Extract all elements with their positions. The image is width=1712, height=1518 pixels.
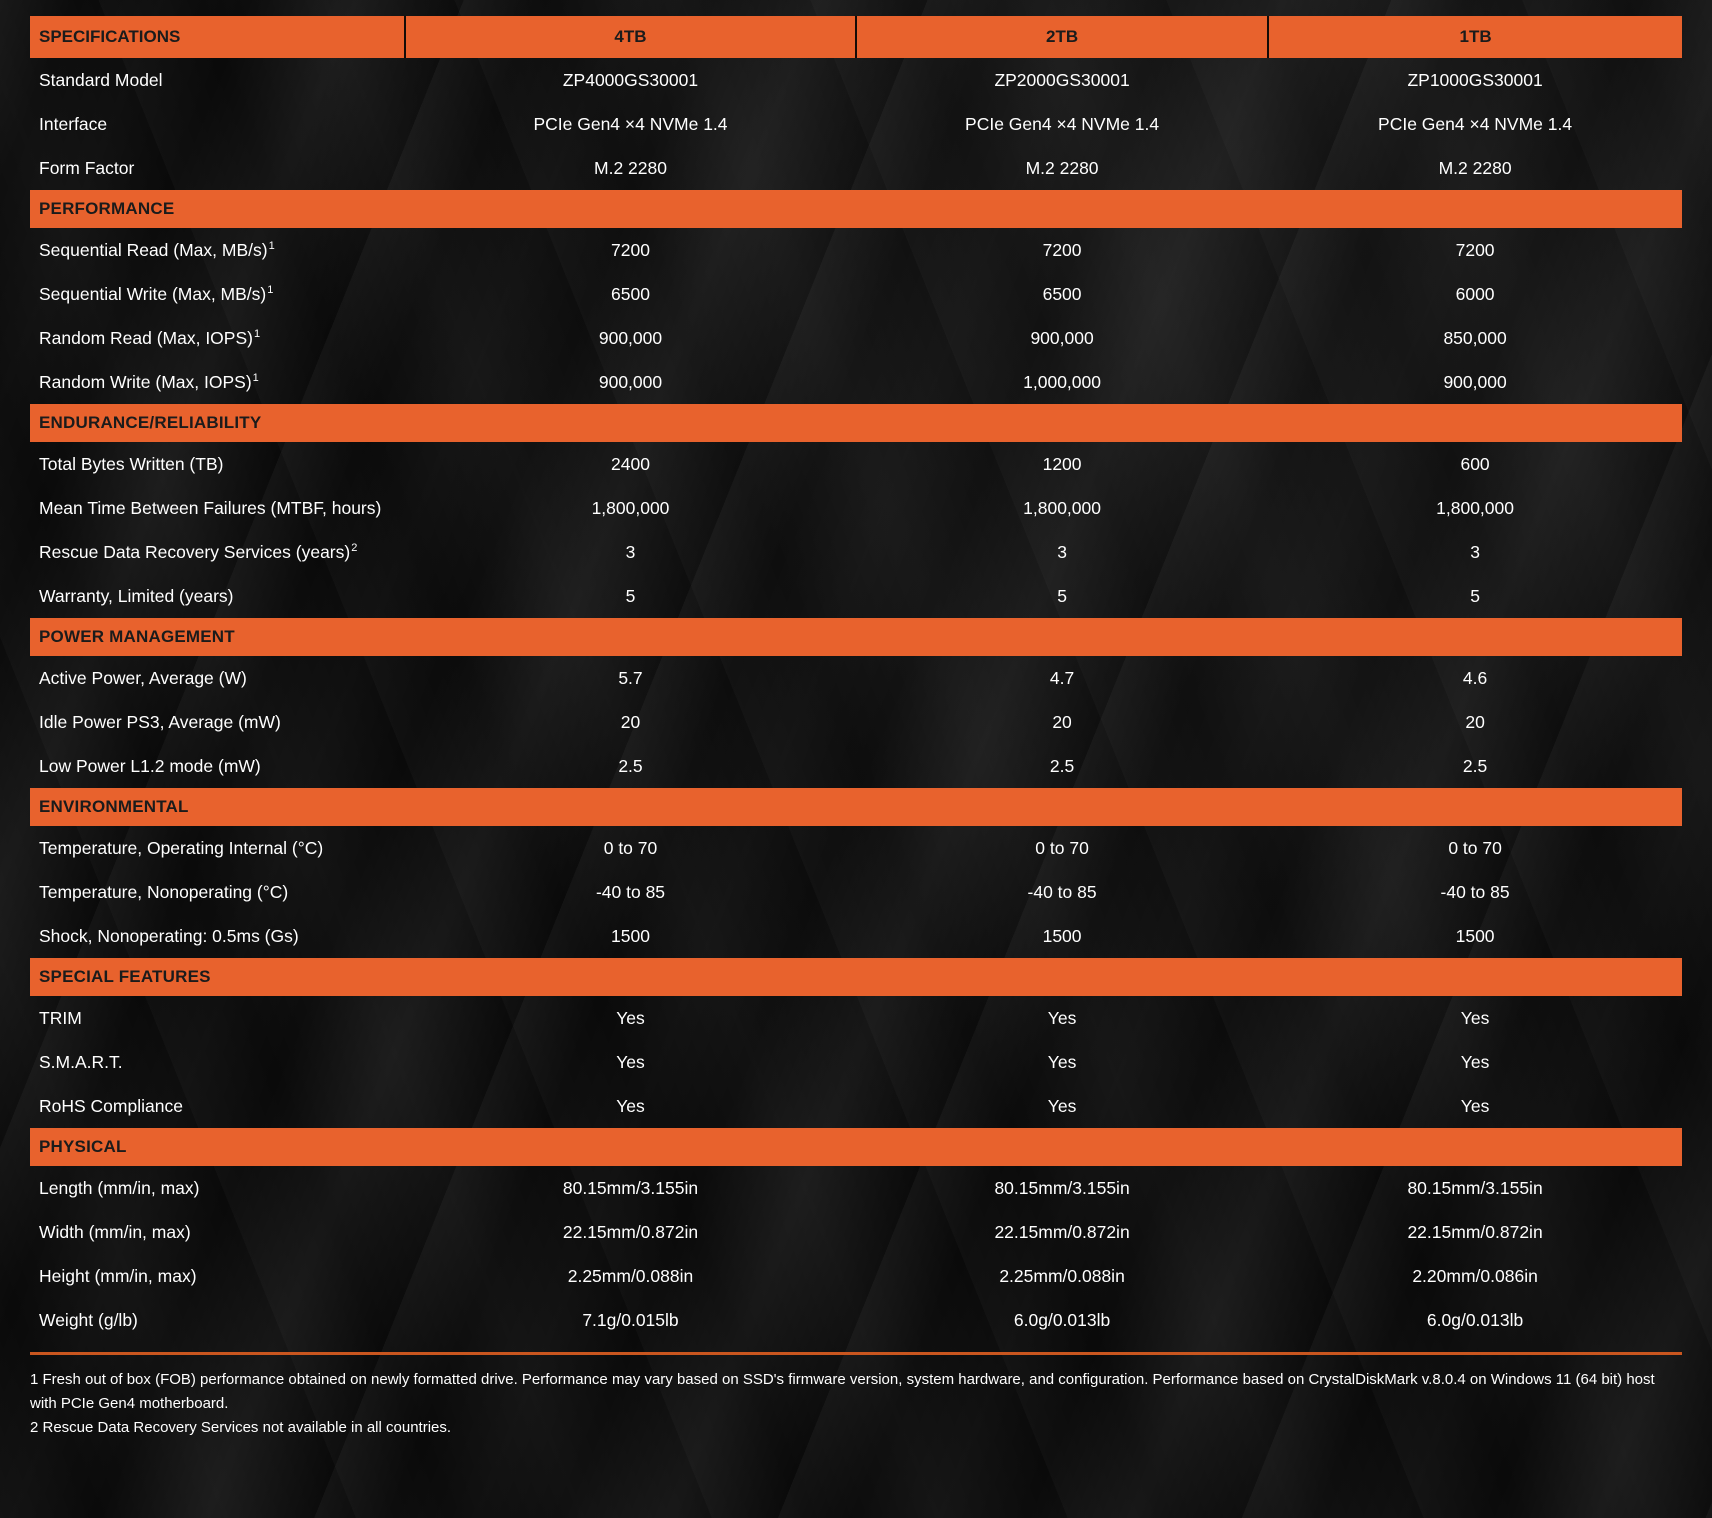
table-row-s-m-a-r-t (30, 1040, 1682, 1084)
row-value: 900,000 (1030, 327, 1094, 348)
table-row-temperature-nonoperating-c (30, 870, 1682, 914)
row-value: 22.15mm/0.872in (994, 1221, 1130, 1242)
row-value: 4.6 (1462, 667, 1488, 688)
row-value: 5 (1057, 585, 1067, 606)
row-value: 5 (625, 585, 636, 606)
section-header-row (30, 618, 1682, 656)
row-value: Yes (1460, 1095, 1490, 1116)
row-value: ZP4000GS30001 (562, 69, 699, 90)
row-value: 80.15mm/3.155in (562, 1177, 699, 1198)
footnote-marker: 1 (268, 239, 275, 252)
row-value: 7200 (611, 239, 650, 260)
table-row-total-bytes-written-tb (30, 442, 1682, 486)
section-header-row (30, 1128, 1682, 1166)
row-label: Active Power, Average (W) (39, 667, 247, 688)
table-row-length-mm-in-max (30, 1166, 1682, 1210)
row-value: PCIe Gen4 ×4 NVMe 1.4 (1378, 113, 1573, 134)
footnote-1: 1 Fresh out of box (FOB) performance obtained on newly formatted drive. Performance may vary based on SSD's firmware version, system hardware, and configuration. Performance based on CrystalDiskMark v.8.0.4 on Windows 11 (64 bit) host with PCIe Gen4 motherboard. (30, 1371, 1655, 1412)
table-row-active-power-average-w (30, 656, 1682, 700)
row-value: 2400 (611, 453, 650, 474)
table-header-row (30, 16, 1682, 58)
row-value: 1200 (1042, 453, 1082, 474)
section-header-row (30, 404, 1682, 442)
row-label: Height (mm/in, max) (39, 1265, 197, 1286)
row-value: 2.25mm/0.088in (567, 1265, 694, 1286)
row-value: 2.5 (1049, 755, 1075, 776)
row-label: Total Bytes Written (TB) (39, 453, 224, 474)
row-value: 6500 (611, 283, 650, 304)
table-row-sequential-read-max-mb-s (30, 228, 1682, 272)
row-value: 6000 (1455, 283, 1495, 304)
row-label: Shock, Nonoperating: 0.5ms (Gs) (39, 925, 299, 946)
table-row-rohs-compliance (30, 1084, 1682, 1128)
row-label: Standard Model (39, 69, 163, 90)
table-row-mean-time-between-failures-mtbf-hours (30, 486, 1682, 530)
row-label: Mean Time Between Failures (MTBF, hours) (39, 497, 382, 518)
spec-table-body (30, 58, 1682, 1342)
row-value: Yes (616, 1095, 645, 1116)
row-label: Idle Power PS3, Average (mW) (39, 711, 281, 732)
row-value: 6500 (1042, 283, 1082, 304)
row-label: Random Write (Max, IOPS)$^1$ (39, 371, 259, 392)
footnote-divider (30, 1352, 1682, 1355)
row-value: 2.5 (618, 755, 643, 776)
table-row-weight-g-lb (30, 1298, 1682, 1342)
row-value: Yes (1460, 1007, 1490, 1028)
section-header-row (30, 190, 1682, 228)
section-header-physical: PHYSICAL (30, 1128, 1682, 1166)
section-header-endurance-reliability: ENDURANCE/RELIABILITY (30, 404, 1682, 442)
row-value: 80.15mm/3.155in (994, 1177, 1130, 1198)
row-value: -40 to 85 (1440, 881, 1510, 902)
table-row-temperature-operating-internal-c (30, 826, 1682, 870)
column-header-2tb: 2TB (856, 16, 1268, 58)
row-value: 1,000,000 (1023, 371, 1101, 392)
row-value: 900,000 (598, 327, 663, 348)
column-header-1tb: 1TB (1268, 16, 1682, 58)
row-value: 0 to 70 (1448, 837, 1502, 858)
row-value: PCIe Gen4 ×4 NVMe 1.4 (965, 113, 1160, 134)
table-row-form-factor (30, 146, 1682, 190)
table-row-shock-nonoperating-0-5ms-gs (30, 914, 1682, 958)
row-label: Random Read (Max, IOPS)$^1$ (39, 327, 261, 348)
row-value: 6.0g/0.013lb (1013, 1309, 1111, 1330)
footnote-marker: 1 (252, 371, 259, 384)
row-label: Warranty, Limited (years) (39, 585, 234, 606)
row-value: 7.1g/0.015lb (582, 1309, 679, 1330)
row-value: ZP1000GS30001 (1407, 69, 1543, 90)
row-label: Length (mm/in, max) (39, 1177, 200, 1198)
table-row-width-mm-in-max (30, 1210, 1682, 1254)
row-value: 2.25mm/0.088in (999, 1265, 1125, 1286)
row-value: 1500 (1042, 925, 1082, 946)
row-value: 2.5 (1462, 755, 1488, 776)
footnotes (30, 1368, 1685, 1440)
row-value: 1500 (1455, 925, 1495, 946)
footnote-marker: 1 (253, 327, 261, 340)
table-row-warranty-limited-years (30, 574, 1682, 618)
row-value: 20 (1465, 711, 1485, 732)
row-value: 80.15mm/3.155in (1407, 1177, 1543, 1198)
table-row-sequential-write-max-mb-s (30, 272, 1682, 316)
row-label: Low Power L1.2 mode (mW) (39, 755, 261, 776)
row-value: 5.7 (618, 667, 643, 688)
row-value: -40 to 85 (1027, 881, 1097, 902)
row-value: 6.0g/0.013lb (1426, 1309, 1524, 1330)
row-value: 3 (1470, 541, 1480, 562)
row-label: Temperature, Nonoperating (°C) (39, 881, 289, 902)
row-value: Yes (1047, 1095, 1077, 1116)
row-value: 3 (625, 541, 636, 562)
section-header-power-management: POWER MANAGEMENT (30, 618, 1682, 656)
column-header-4tb: 4TB (405, 16, 856, 58)
table-row-interface (30, 102, 1682, 146)
section-header-row (30, 788, 1682, 826)
row-value: 600 (1460, 453, 1490, 474)
row-value: ZP2000GS30001 (994, 69, 1130, 90)
row-value: 5 (1470, 585, 1480, 606)
row-label: Sequential Write (Max, MB/s)$^1$ (39, 283, 274, 304)
row-label: RoHS Compliance (39, 1095, 183, 1116)
row-value: 900,000 (1443, 371, 1507, 392)
row-value: 1,800,000 (1023, 497, 1101, 518)
row-value: 1500 (611, 925, 650, 946)
row-label: Width (mm/in, max) (39, 1221, 191, 1242)
row-label: S.M.A.R.T. (39, 1051, 123, 1072)
row-value: 1,800,000 (591, 497, 670, 518)
row-value: 850,000 (1443, 327, 1507, 348)
row-value: 7200 (1042, 239, 1082, 260)
table-row-low-power-l1-2-mode-mw (30, 744, 1682, 788)
row-value: 0 to 70 (603, 837, 658, 858)
row-label: Form Factor (39, 157, 135, 178)
row-value: M.2 2280 (1025, 157, 1099, 178)
table-row-random-read-max-iops (30, 316, 1682, 360)
table-row-random-write-max-iops (30, 360, 1682, 404)
table-row-trim (30, 996, 1682, 1040)
row-value: 22.15mm/0.872in (562, 1221, 699, 1242)
footnote-marker: 1 (267, 283, 274, 296)
footnote-marker: 2 (351, 541, 358, 554)
table-row-standard-model (30, 58, 1682, 102)
row-value: 900,000 (598, 371, 663, 392)
section-header-performance: PERFORMANCE (30, 190, 1682, 228)
row-value: 22.15mm/0.872in (1407, 1221, 1543, 1242)
section-header-row (30, 958, 1682, 996)
row-value: 20 (1052, 711, 1072, 732)
row-value: Yes (1460, 1051, 1490, 1072)
row-value: 7200 (1455, 239, 1495, 260)
row-value: 0 to 70 (1035, 837, 1089, 858)
column-header-specifications: SPECIFICATIONS (30, 16, 405, 58)
row-label: Sequential Read (Max, MB/s)$^1$ (39, 239, 275, 260)
row-value: M.2 2280 (594, 157, 667, 178)
row-value: Yes (1047, 1007, 1077, 1028)
footnote-2: 2 Rescue Data Recovery Services not available in all countries. (30, 1419, 452, 1436)
row-label: Rescue Data Recovery Services (years)$^2$ (39, 541, 358, 562)
section-header-special-features: SPECIAL FEATURES (30, 958, 1682, 996)
row-value: PCIe Gen4 ×4 NVMe 1.4 (533, 113, 728, 134)
row-value: Yes (1047, 1051, 1077, 1072)
row-value: 1,800,000 (1436, 497, 1514, 518)
row-value: -40 to 85 (595, 881, 666, 902)
row-value: Yes (616, 1007, 645, 1028)
table-row-rescue-data-recovery-services-years (30, 530, 1682, 574)
spec-table (30, 16, 1682, 1342)
row-value: M.2 2280 (1438, 157, 1512, 178)
row-label: TRIM (39, 1007, 82, 1028)
row-value: 2.20mm/0.086in (1412, 1265, 1538, 1286)
row-label: Weight (g/lb) (39, 1309, 138, 1330)
row-label: Temperature, Operating Internal (°C) (39, 837, 324, 858)
row-value: 20 (620, 711, 641, 732)
row-value: 4.7 (1049, 667, 1075, 688)
table-row-idle-power-ps3-average-mw (30, 700, 1682, 744)
row-label: Interface (39, 113, 108, 134)
table-row-height-mm-in-max (30, 1254, 1682, 1298)
section-header-environmental: ENVIRONMENTAL (30, 788, 1682, 826)
row-value: 3 (1057, 541, 1067, 562)
row-value: Yes (616, 1051, 645, 1072)
